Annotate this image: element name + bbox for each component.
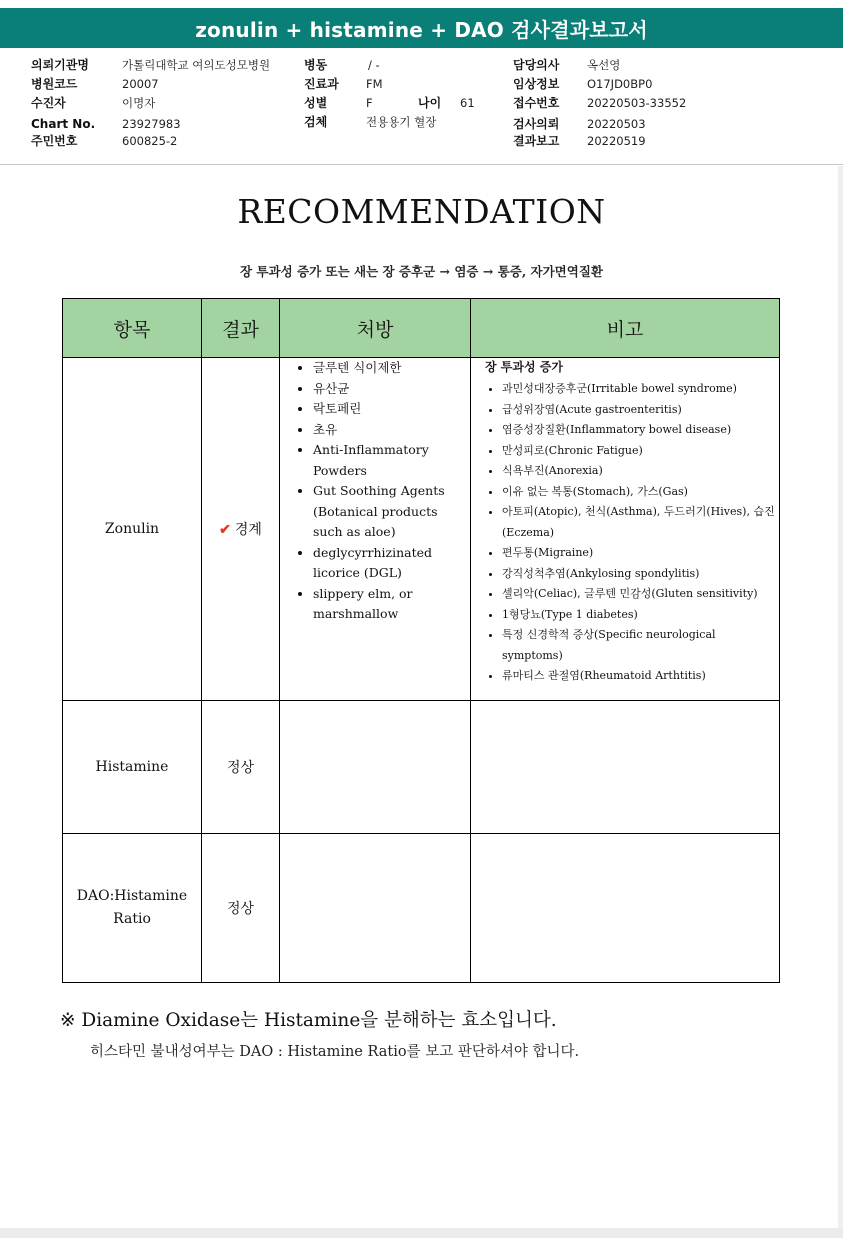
value-receipt-no: 20220503-33552 (587, 96, 687, 110)
recommendation-title: RECOMMENDATION (237, 192, 606, 231)
item-dao-ratio: DAO:Histamine Ratio (63, 834, 202, 983)
prescription-list (280, 358, 470, 625)
remarks-cell (471, 358, 780, 701)
remarks-cell-empty (471, 701, 780, 834)
label: 수진자 (31, 96, 66, 110)
label-ward: 병동 (304, 58, 328, 72)
label-age: 나이 (418, 96, 442, 110)
list-item: • 염증성장질환(Inflammatory bowel disease) (502, 420, 775, 441)
remarks-cell-empty (471, 834, 780, 983)
label-report-date: 결과보고 (513, 134, 560, 148)
list-item: • 셀리악(Celiac), 글루텐 민감성(Gluten sensitivity) (502, 584, 775, 605)
header-prescription: 처방 (280, 299, 471, 358)
header-remarks: 비고 (471, 299, 780, 358)
recommendation-subtitle: 장 투과성 증가 또는 새는 장 증후군 → 염증 → 통증, 자가면역질환 (240, 264, 603, 279)
label-request-date: 검사의뢰 (513, 117, 560, 131)
result-histamine: 정상 (202, 701, 280, 834)
label: 병원코드 (31, 77, 78, 91)
value-report-date: 20220519 (587, 134, 646, 148)
info-hospital-name (31, 58, 89, 72)
page-edge (838, 166, 843, 1228)
list-item: • Anti-Inflammatory Powders (313, 440, 466, 481)
list-item: • 만성피로(Chronic Fatigue) (502, 441, 775, 462)
header-item: 항목 (63, 299, 202, 358)
footnote-intolerance-guidance: 히스타민 불내성여부는 DAO : Histamine Ratio를 보고 판단하셔야 합니다. (90, 1044, 580, 1060)
result-label: 경계 (234, 522, 262, 538)
label: Chart No. (31, 117, 96, 131)
page-bottom-bar (0, 1228, 843, 1238)
list-item: • deglycyrrhizinated licorice (DGL) (313, 543, 466, 584)
table-row-dao-ratio (63, 834, 780, 983)
label-specimen: 검체 (304, 115, 328, 129)
list-item: • 아토피(Atopic), 천식(Asthma), 두드러기(Hives), 습진(Eczema) (502, 502, 775, 543)
list-item: • 강직성척추염(Ankylosing spondylitis) (502, 564, 775, 585)
list-item: • 편두통(Migraine) (502, 543, 775, 564)
list-item: • 식욕부진(Anorexia) (502, 461, 775, 482)
list-item: • 유산균 (313, 379, 466, 400)
list-item: • 이유 없는 복통(Stomach), 가스(Gas) (502, 482, 775, 503)
label-department: 진료과 (304, 77, 339, 91)
list-item: • 급성위장염(Acute gastroenteritis) (502, 400, 775, 421)
remarks-heading: 장 투과성 증가 (485, 360, 563, 374)
value-request-date: 20220503 (587, 117, 646, 131)
value-sex: F (366, 96, 373, 110)
info-resident-no (31, 134, 77, 148)
result-dao-ratio: 정상 (202, 834, 280, 983)
label-sex: 성별 (304, 96, 328, 110)
list-item: • 락토페린 (313, 399, 466, 420)
label-doctor: 담당의사 (513, 58, 560, 72)
table-row-zonulin (63, 358, 780, 701)
value-clinical-info: O17JD0BP0 (587, 77, 653, 91)
table-header-row (63, 299, 780, 358)
info-patient (31, 96, 66, 110)
prescription-cell-empty (280, 834, 471, 983)
value-ward: / - (368, 58, 380, 72)
report-title: zonulin + histamine + DAO 검사결과보고서 (0, 8, 843, 48)
prescription-cell (280, 358, 471, 701)
list-item: • 1형당뇨(Type 1 diabetes) (502, 605, 775, 626)
label: 의뢰기관명 (31, 58, 89, 72)
list-item: • 과민성대장증후군(Irritable bowel syndrome) (502, 379, 775, 400)
header-divider (0, 164, 843, 165)
value-hospital-code: 20007 (122, 77, 159, 91)
footnote-dao-definition: ※ Diamine Oxidase는 Histamine을 분해하는 효소입니다. (60, 1010, 557, 1031)
label-clinical-info: 임상정보 (513, 77, 560, 91)
header-result: 결과 (202, 299, 280, 358)
value-age: 61 (460, 96, 475, 110)
recommendation-table (62, 298, 780, 983)
label-receipt-no: 접수번호 (513, 96, 560, 110)
value-hospital-name: 가톨릭대학교 여의도성모병원 (122, 58, 271, 72)
list-item: • 특정 신경학적 증상(Specific neurological symptoms) (502, 625, 775, 666)
value-patient: 이명자 (122, 96, 156, 110)
table-row-histamine (63, 701, 780, 834)
value-chart-no: 23927983 (122, 117, 181, 131)
value-specimen: 전용용기 혈장 (366, 115, 437, 129)
value-doctor: 옥선영 (587, 58, 621, 72)
checkmark-icon: ✔ (219, 522, 231, 538)
list-item: • 초유 (313, 420, 466, 441)
label: 주민번호 (31, 134, 78, 148)
item-zonulin: Zonulin (63, 358, 202, 701)
info-chart-no (31, 117, 95, 131)
list-item: • slippery elm, or marshmallow (313, 584, 466, 625)
value-resident-no: 600825-2 (122, 134, 178, 148)
value-department: FM (366, 77, 383, 91)
list-item: • 류마티스 관절염(Rheumatoid Arthtitis) (502, 666, 775, 687)
info-hospital-code (31, 77, 77, 91)
remarks-list (471, 379, 779, 687)
item-histamine: Histamine (63, 701, 202, 834)
list-item: • 글루텐 식이제한 (313, 358, 466, 379)
list-item: • Gut Soothing Agents (Botanical products such as aloe) (313, 481, 466, 543)
prescription-cell-empty (280, 701, 471, 834)
result-zonulin (202, 358, 280, 701)
